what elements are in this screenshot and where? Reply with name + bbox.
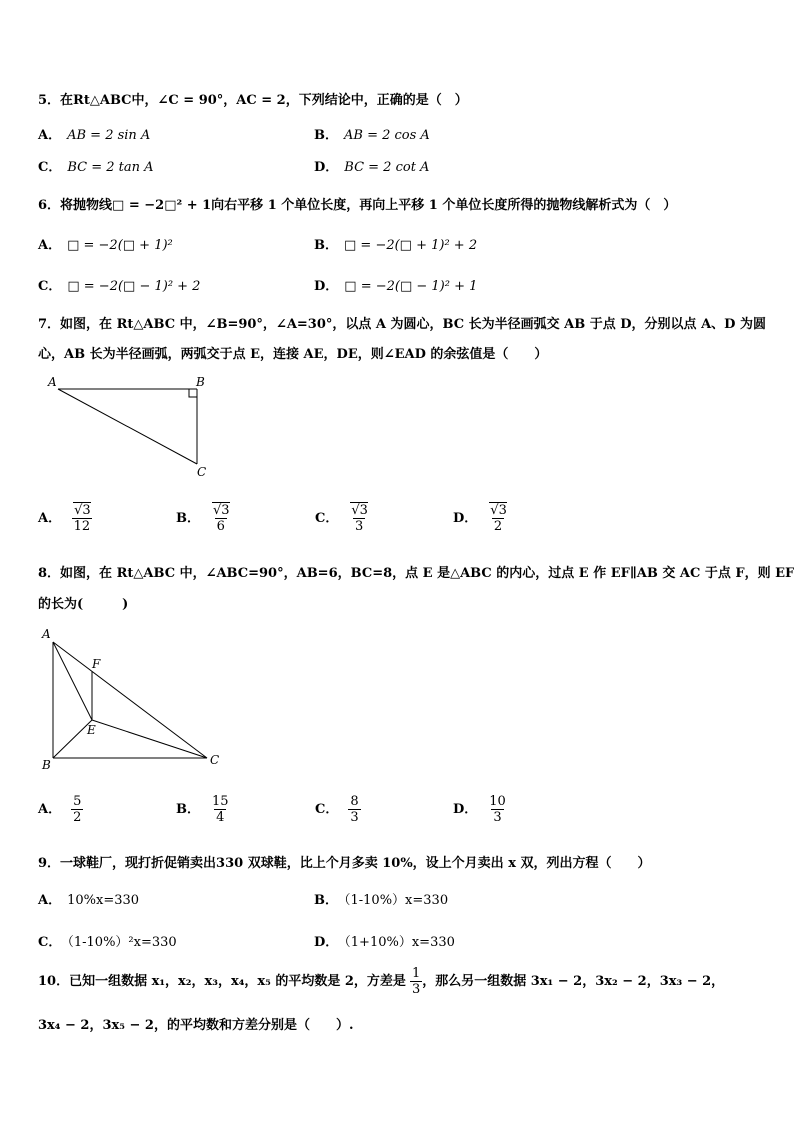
- q6-option-b: B． □ = −2(□ + 1)² + 2: [314, 238, 478, 253]
- q8-stem-line1: 8．如图，在 Rt△ABC 中，∠ABC=90°，AB=6，BC=8，点 E 是△ABC 的内心，过点 E 作 EF∥AB 交 AC 于点 F，则 EF: [38, 566, 794, 581]
- q8-triangle-figure: [36, 626, 236, 776]
- q7-triangle-figure: [40, 372, 220, 482]
- q8-label-b: B: [42, 758, 51, 772]
- q10-stem-line2: 3x₄ − 2，3x₅ − 2，的平均数和方差分别是（ ）.: [38, 1018, 354, 1033]
- q5-option-b: B． AB = 2 cos A: [314, 128, 430, 143]
- q8-option-d: D． $\frac{10}{3}$: [453, 794, 506, 825]
- q8-label-e: E: [87, 723, 96, 737]
- q7-option-a: A． $\frac{√3}{12}$: [38, 503, 91, 534]
- q7-side-ac: [58, 389, 197, 464]
- q6-option-a: A． □ = −2(□ + 1)²: [38, 238, 173, 253]
- q5-option-d: D． BC = 2 cot A: [314, 160, 430, 175]
- q7-option-b: B． $\frac{√3}{6}$: [176, 503, 230, 534]
- q6-option-d: D． □ = −2(□ − 1)² + 1: [314, 279, 478, 294]
- q8-label-c: C: [210, 753, 220, 767]
- q7-label-a: A: [48, 375, 57, 389]
- q5-stem: 5．在Rt△ABC中，∠C = 90°，AC = 2，下列结论中，正确的是（ ）: [38, 93, 468, 108]
- q7-stem-line1: 7．如图，在 Rt△ABC 中，∠B=90°，∠A=30°，以点 A 为圆心，BC 长为半径画弧交 AB 于点 D，分别以点 A、D 为圆: [38, 317, 766, 332]
- q6-option-c: C． □ = −2(□ − 1)² + 2: [38, 279, 201, 294]
- q8-option-a: A． $\frac{5}{2}$: [38, 794, 82, 825]
- q8-stem-line2: 的长为( ): [38, 597, 129, 612]
- q9-option-d: D． （1+10%）x=330: [314, 935, 455, 950]
- q7-label-b: B: [196, 375, 205, 389]
- q7-stem-line2: 心，AB 长为半径画弧，两弧交于点 E，连接 AE，DE，则∠EAD 的余弦值是（ ）: [38, 347, 548, 362]
- q7-right-angle-mark: [189, 389, 197, 397]
- q8-label-f: F: [92, 657, 101, 671]
- q8-segment-ce: [92, 720, 207, 758]
- q9-option-b: B． （1-10%）x=330: [314, 893, 449, 908]
- q8-option-c: C． $\frac{8}{3}$: [315, 794, 359, 825]
- q8-label-a: A: [42, 627, 51, 641]
- q9-stem: 9．一球鞋厂，现打折促销卖出330 双球鞋，比上个月多卖 10%，设上个月卖出 x 双，列出方程（ ）: [38, 856, 651, 871]
- q5-option-c: C． BC = 2 tan A: [38, 160, 154, 175]
- q8-option-b: B． $\frac{15}{4}$: [176, 794, 229, 825]
- q9-option-c: C． （1-10%）²x=330: [38, 935, 177, 950]
- q10-stem-line1: 10．已知一组数据 x₁，x₂，x₃，x₄，x₅ 的平均数是 2，方差是 $\frac{1}{3}$ ，那么另一组数据 3x₁ − 2，3x₂ − 2，3x₃ − 2，: [38, 966, 725, 997]
- q6-stem: 6．将抛物线□ = −2□² + 1向右平移 1 个单位长度，再向上平移 1 个单位长度所得的抛物线解析式为（ ）: [38, 198, 677, 213]
- q7-option-c: C． $\frac{√3}{3}$: [315, 503, 368, 534]
- q7-label-c: C: [197, 465, 207, 479]
- q8-segment-ae: [53, 642, 92, 720]
- q8-side-ac: [53, 642, 207, 758]
- q9-option-a: A． 10%x=330: [38, 893, 140, 908]
- q7-option-d: D． $\frac{√3}{2}$: [453, 503, 507, 534]
- q5-option-a: A． AB = 2 sin A: [38, 128, 151, 143]
